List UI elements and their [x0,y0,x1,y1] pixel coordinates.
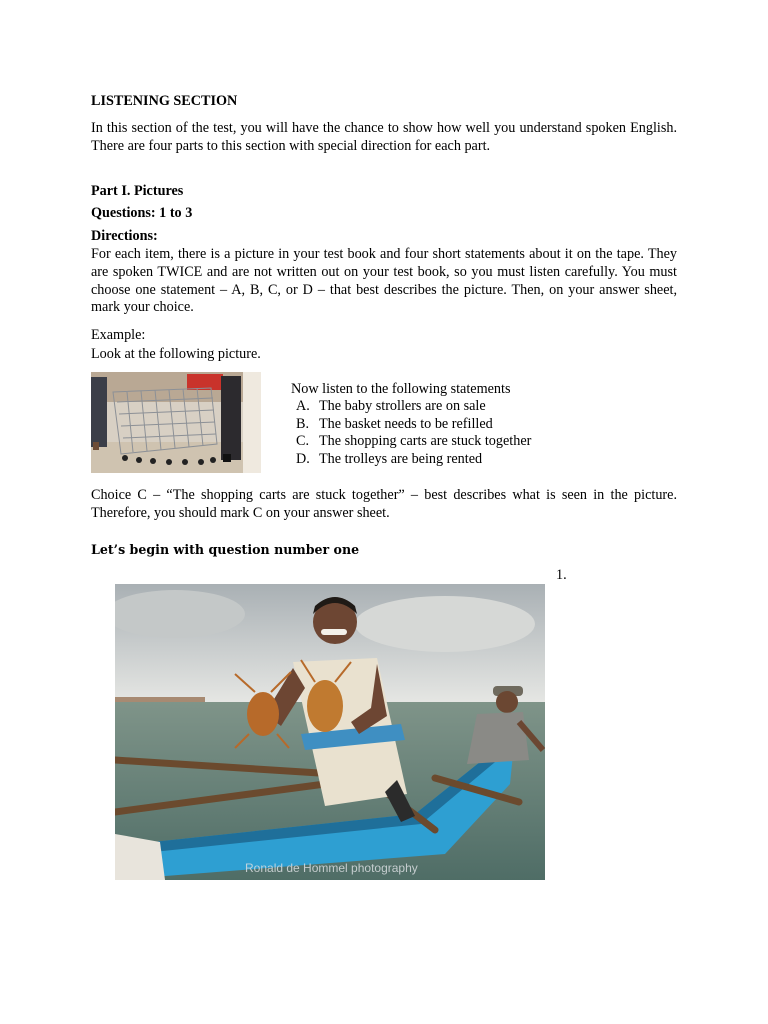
statement-item [296,433,531,451]
example-shopping-carts-photo [91,372,261,473]
question-number: 1. [556,567,567,583]
section-title: LISTENING SECTION [91,93,238,109]
statement-letter: D. [296,450,310,467]
statement-letter: B. [296,415,310,432]
example-instruction: Look at the following picture. [91,346,261,362]
statement-item [296,451,531,469]
questions-range: Questions: 1 to 3 [91,205,193,221]
statement-text: The baby strollers are on sale [319,398,486,414]
statement-letter: C. [296,433,310,450]
statement-list [296,398,531,468]
directions-label: Directions: [91,228,158,244]
statement-item [296,398,531,416]
statements-intro: Now listen to the following statements [291,381,511,397]
answer-explanation: Choice C – “The shopping carts are stuck together” – best describes what is seen in the picture. Therefore, you should mark C on your answer sheet. [91,487,677,521]
statement-letter: A. [296,398,310,414]
example-label: Example: [91,327,146,343]
begin-instruction: Let’s begin with question number one [91,542,360,557]
statement-text: The basket needs to be refilled [319,415,493,432]
question-one-fisherman-photo [115,584,545,880]
part-title: Part I. Pictures [91,183,184,199]
intro-paragraph: In this section of the test, you will have the chance to show how well you understand spoken English. There are four parts to this section with special direction for each part. [91,120,677,154]
statement-text: The trolleys are being rented [319,450,483,467]
photo-watermark: Ronald de Hommel photography [245,861,418,875]
directions-text: For each item, there is a picture in your test book and four short statements about it on the tape. They are spoken TWICE and are not written out on your test book, so you must listen carefully. You must choose one statement – A, B, C, or D – that best describes the picture. Then, on your answer sheet, mark your choice. [91,246,677,316]
statement-item [296,416,531,434]
statement-text: The shopping carts are stuck together [319,433,532,450]
